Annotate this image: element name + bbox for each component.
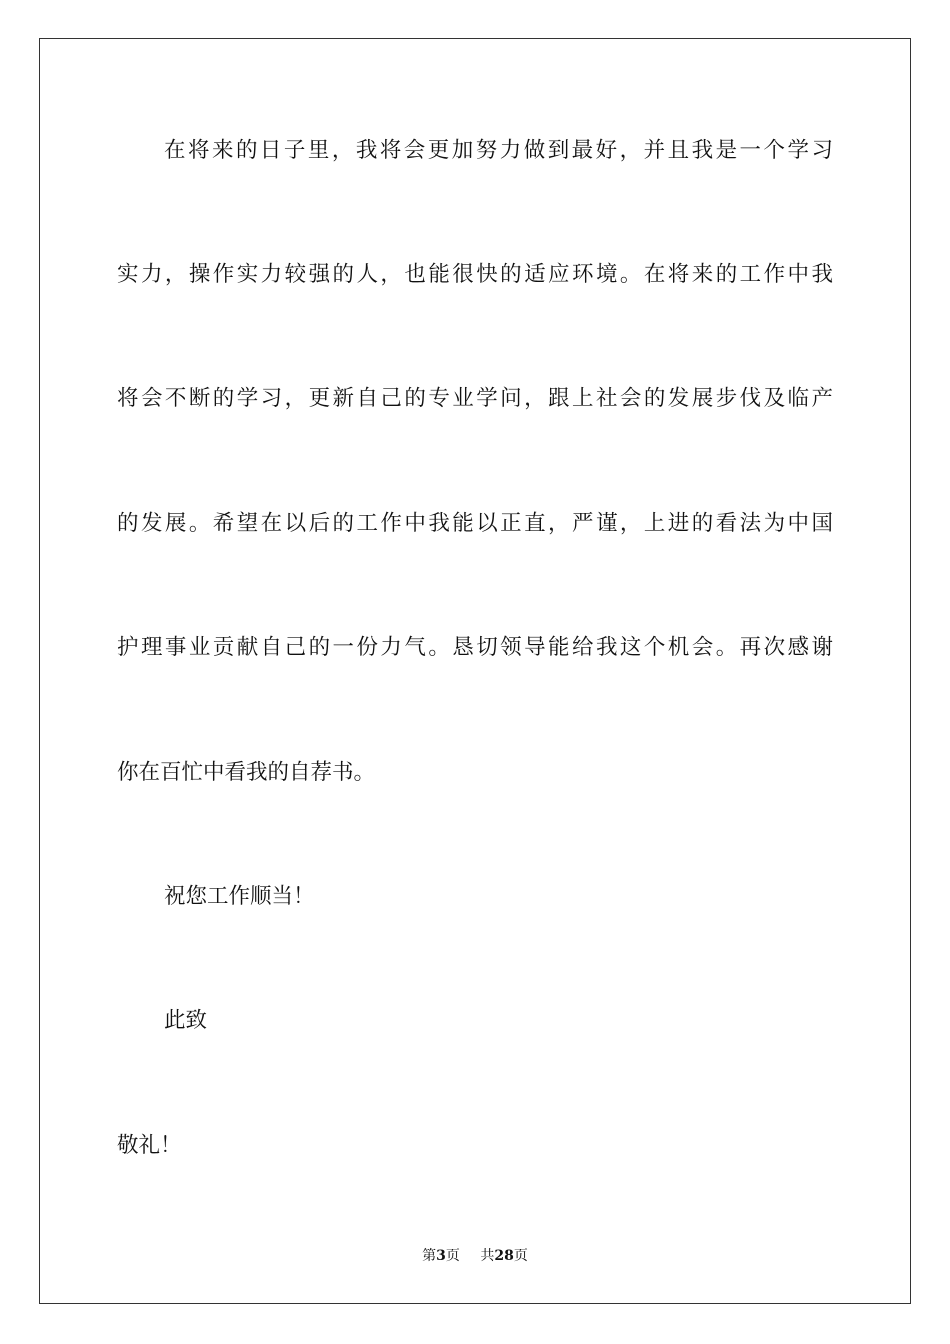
closing-line: 此致: [164, 1008, 208, 1033]
total-label-prefix: 共: [480, 1248, 495, 1264]
paragraph-line-4: 的发展。希望在以后的工作中我能以正直，严谨，上进的看法为中国: [117, 511, 833, 536]
paragraph-line-5: 护理事业贡献自己的一份力气。恳切领导能给我这个机会。再次感谢: [117, 635, 833, 660]
page-border: [39, 38, 911, 1304]
paragraph-line-2: 实力，操作实力较强的人，也能很快的适应环境。在将来的工作中我: [117, 262, 833, 287]
total-pages: 28: [494, 1248, 514, 1264]
greeting-line: 祝您工作顺当！: [164, 884, 315, 909]
paragraph-line-3: 将会不断的学习，更新自己的专业学问，跟上社会的发展步伐及临产: [117, 386, 833, 411]
page-number: 3: [436, 1248, 446, 1264]
total-indicator: [480, 1248, 527, 1264]
page-indicator: [422, 1248, 460, 1264]
page-label-prefix: 第: [422, 1248, 437, 1264]
total-label-suffix: 页: [513, 1248, 528, 1264]
page-label-suffix: 页: [445, 1248, 460, 1264]
paragraph-line-6: 你在百忙中看我的自荐书。: [117, 760, 376, 785]
paragraph-line-1: 在将来的日子里，我将会更加努力做到最好，并且我是一个学习: [164, 138, 833, 163]
page-footer: [0, 1246, 950, 1266]
salute-line: 敬礼！: [117, 1133, 182, 1158]
